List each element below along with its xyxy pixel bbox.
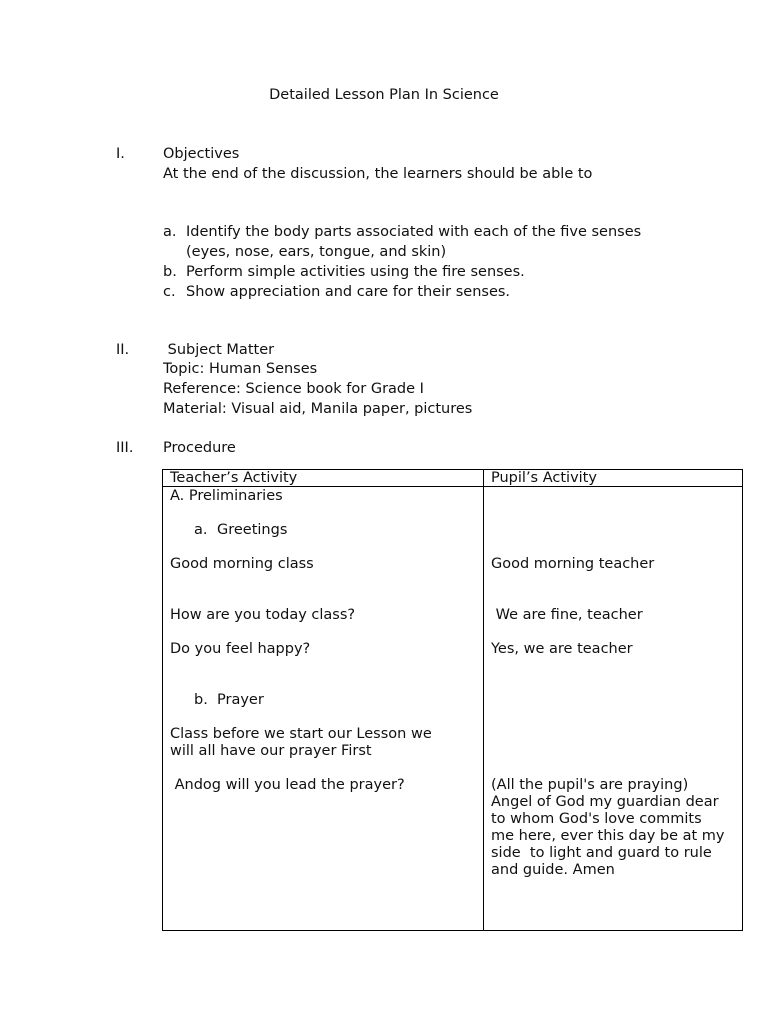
section-2-heading: Subject Matter [163,342,275,358]
teacher-activity-cell [163,487,484,931]
objective-text: Perform simple activities using the fire senses. [186,264,525,280]
objective-item-a-continued: (eyes, nose, ears, tongue, and skin) [186,244,447,260]
objectives-intro: At the end of the discussion, the learners should be able to [163,166,593,182]
pupil-fine: We are fine, teacher [491,607,643,623]
teacher-before-lesson-line-2: will all have our prayer First [170,743,372,759]
teacher-lead-prayer: Andog will you lead the prayer? [170,777,405,793]
objective-item-c [163,284,510,300]
section-1-heading: Objectives [163,146,240,162]
procedure-table [162,469,743,931]
section-3-numeral: III. [116,440,134,456]
pupil-praying-line-3: to whom God's love commits [491,811,702,827]
section-3-heading: Procedure [163,440,236,456]
table-header-row [163,470,743,487]
teacher-how-are-you: How are you today class? [170,607,356,623]
section-1-numeral: I. [116,146,125,162]
section-2-numeral: II. [116,342,130,358]
pupil-praying-line-4: me here, ever this day be at my [491,828,725,844]
pupil-activity-cell [484,487,743,931]
teacher-feel-happy: Do you feel happy? [170,641,311,657]
teacher-good-morning: Good morning class [170,556,314,572]
preliminaries-heading: A. Preliminaries [170,488,283,504]
greetings-letter: a. [194,522,208,538]
pupil-praying-line-6: and guide. Amen [491,862,615,878]
pupil-praying-line-2: Angel of God my guardian dear [491,794,719,810]
objective-letter: a. [163,224,177,240]
pupil-good-morning: Good morning teacher [491,556,655,572]
header-teacher-activity: Teacher’s Activity [163,470,484,487]
prayer-letter: b. [194,692,208,708]
objective-letter: c. [163,284,176,300]
pupil-yes: Yes, we are teacher [491,641,633,657]
objective-text: Identify the body parts associated with each of the five senses [186,224,642,240]
pupil-praying-line-5: side to light and guard to rule [491,845,712,861]
objective-letter: b. [163,264,177,280]
subject-material: Material: Visual aid, Manila paper, pictures [163,401,473,417]
subject-reference: Reference: Science book for Grade I [163,381,424,397]
objective-item-a [163,224,641,240]
prayer-label: Prayer [217,692,264,708]
document-title: Detailed Lesson Plan In Science [269,87,499,103]
header-pupil-activity: Pupil’s Activity [484,470,743,487]
subject-topic: Topic: Human Senses [163,361,318,377]
pupil-praying-line-1: (All the pupil's are praying) [491,777,689,793]
teacher-before-lesson-line-1: Class before we start our Lesson we [170,726,432,742]
greetings-label: Greetings [217,522,288,538]
objective-item-b [163,264,525,280]
objective-text: Show appreciation and care for their senses. [186,284,511,300]
table-row [163,487,743,931]
